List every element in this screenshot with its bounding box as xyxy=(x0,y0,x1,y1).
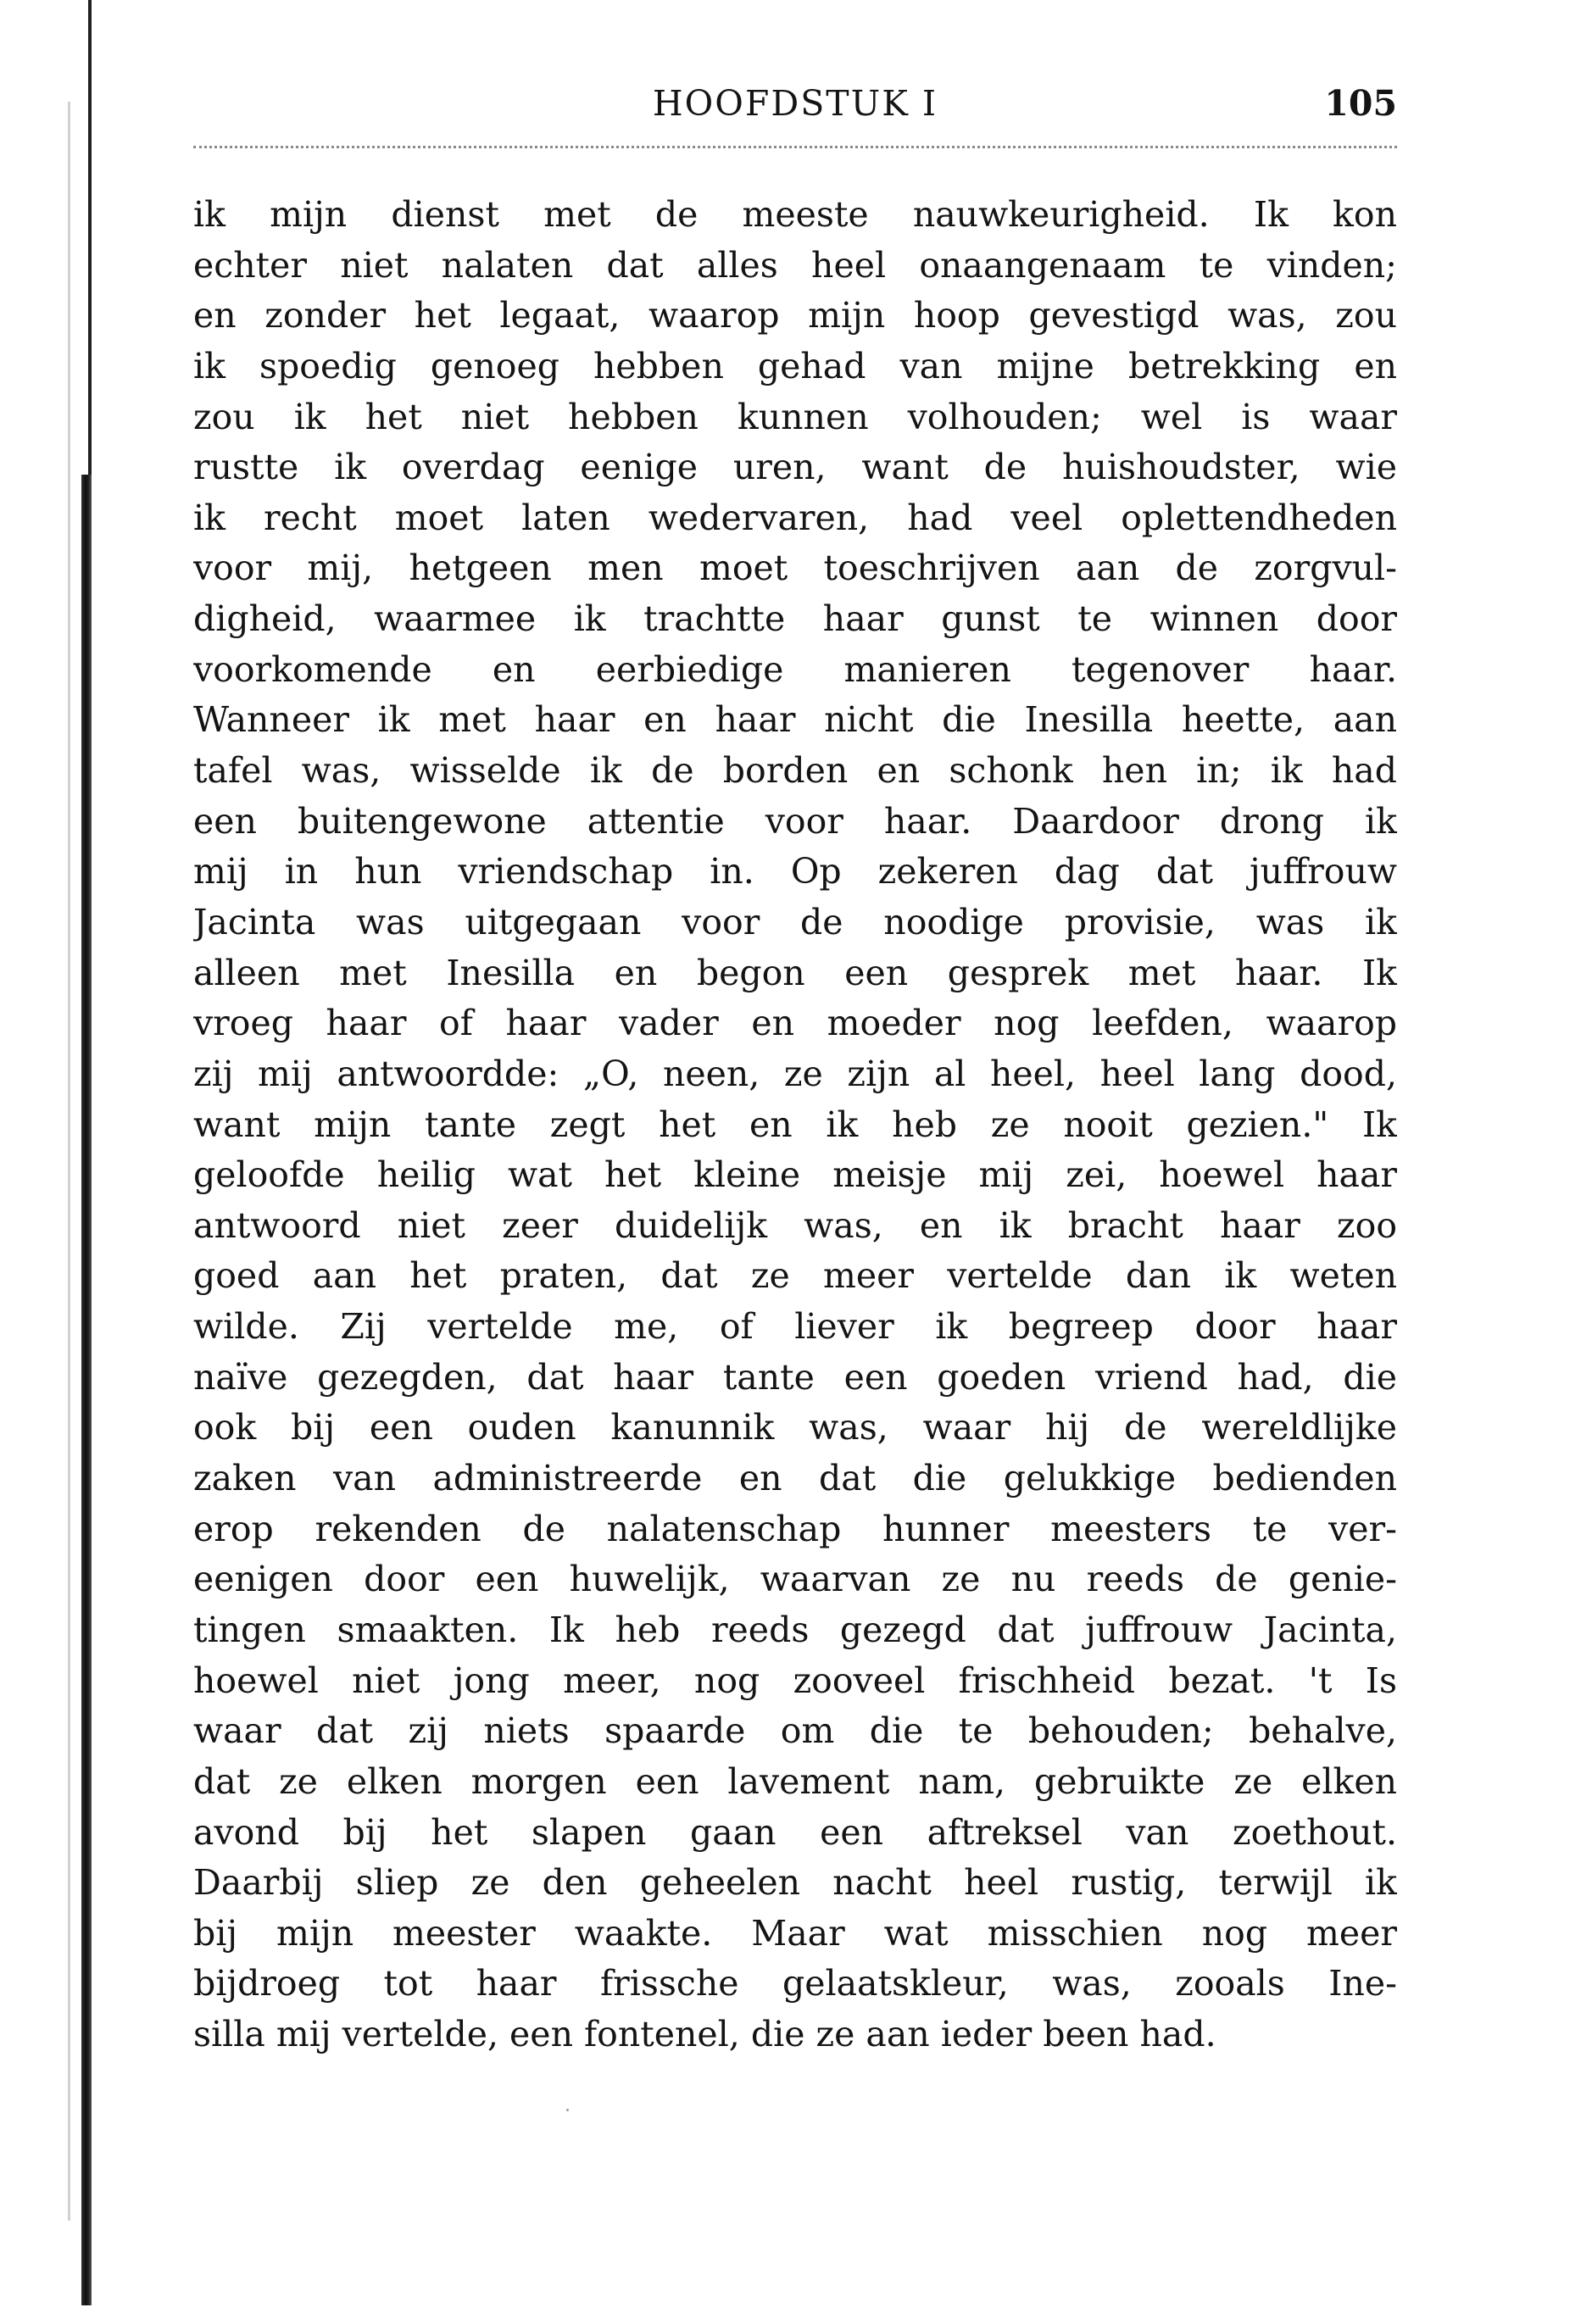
text-line: zij mij antwoordde: „O, neen, ze zijn al heel, heel lang dood, xyxy=(193,1053,1397,1094)
text-line: en zonder het legaat, waarop mijn hoop gevestigd was, zou xyxy=(193,295,1397,336)
text-line: want mijn tante zegt het en ik heb ze nooit gezien." Ik xyxy=(193,1104,1397,1145)
gutter-line xyxy=(68,102,70,2221)
text-line: tafel was, wisselde ik de borden en schonk hen in; ik had xyxy=(193,750,1397,792)
text-line: een buitengewone attentie voor haar. Daardoor drong ik xyxy=(193,800,1397,842)
text-line: erop rekenden de nalatenschap hunner meesters te ver- xyxy=(193,1508,1397,1549)
text-line: echter niet nalaten dat alles heel onaangenaam te vinden; xyxy=(193,244,1397,286)
text-line: zaken van administreerde en dat die gelukkige bedienden xyxy=(193,1458,1397,1499)
text-line: voorkomende en eerbiedige manieren tegenover haar. xyxy=(193,648,1397,690)
spine-edge-lower xyxy=(81,475,92,2305)
text-line: antwoord niet zeer duidelijk was, en ik bracht haar zoo xyxy=(193,1204,1397,1246)
text-line: ik mijn dienst met de meeste nauwkeurigheid. Ik kon xyxy=(193,194,1397,235)
text-line: waar dat zij niets spaarde om die te behouden; behalve, xyxy=(193,1710,1397,1752)
text-line: Jacinta was uitgegaan voor de noodige provisie, was ik xyxy=(193,901,1397,942)
text-line: Wanneer ik met haar en haar nicht die Inesilla heette, aan xyxy=(193,699,1397,741)
text-line: wilde. Zij vertelde me, of liever ik begreep door haar xyxy=(193,1306,1397,1348)
text-line: ik spoedig genoeg hebben gehad van mijne betrekking en xyxy=(193,345,1397,386)
text-line: alleen met Inesilla en begon een gesprek met haar. Ik xyxy=(193,952,1397,993)
text-line: dat ze elken morgen een lavement nam, gebruikte ze elken xyxy=(193,1760,1397,1802)
text-line: mij in hun vriendschap in. Op zekeren dag dat juffrouw xyxy=(193,851,1397,892)
chapter-title: HOOFDSTUK I xyxy=(652,83,938,124)
text-line: eenigen door een huwelijk, waarvan ze nu reeds de genie- xyxy=(193,1559,1397,1600)
text-line: naïve gezegden, dat haar tante een goeden vriend had, die xyxy=(193,1356,1397,1398)
paper-speck xyxy=(566,2109,569,2111)
book-spine-shadow xyxy=(37,0,88,2324)
text-line: Daarbij sliep ze den geheelen nacht heel rustig, terwijl ik xyxy=(193,1862,1397,1904)
text-line: vroeg haar of haar vader en moeder nog leefden, waarop xyxy=(193,1003,1397,1044)
text-line: geloofde heilig wat het kleine meisje mij zei, hoewel haar xyxy=(193,1154,1397,1196)
text-line: goed aan het praten, dat ze meer vertelde dan ik weten xyxy=(193,1255,1397,1297)
text-line: ook bij een ouden kanunnik was, waar hij de wereldlijke xyxy=(193,1407,1397,1448)
text-line: ik recht moet laten wedervaren, had veel oplettendheden xyxy=(193,497,1397,538)
text-line: avond bij het slapen gaan een aftreksel van zoethout. xyxy=(193,1811,1397,1853)
text-line: bij mijn meester waakte. Maar wat misschien nog meer xyxy=(193,1912,1397,1954)
running-head xyxy=(193,78,1397,129)
text-line: digheid, waarmee ik trachtte haar gunst te winnen door xyxy=(193,598,1397,640)
spine-edge-upper xyxy=(88,0,92,475)
text-line: hoewel niet jong meer, nog zooveel frischheid bezat. 't Is xyxy=(193,1660,1397,1701)
text-line: bijdroeg tot haar frissche gelaatskleur, was, zooals Ine- xyxy=(193,1963,1397,2004)
text-line: zou ik het niet hebben kunnen volhouden; wel is waar xyxy=(193,396,1397,437)
text-line-last: silla mij vertelde, een fontenel, die ze aan ieder been had. xyxy=(193,2014,1216,2055)
text-line: voor mij, hetgeen men moet toeschrijven aan de zorgvul- xyxy=(193,548,1397,589)
body-text xyxy=(193,190,1397,2060)
text-line: tingen smaakten. Ik heb reeds gezegd dat juffrouw Jacinta, xyxy=(193,1609,1397,1650)
header-dotted-rule xyxy=(193,146,1397,148)
page-number: 105 xyxy=(1324,83,1397,124)
text-line: rustte ik overdag eenige uren, want de huishoudster, wie xyxy=(193,447,1397,488)
